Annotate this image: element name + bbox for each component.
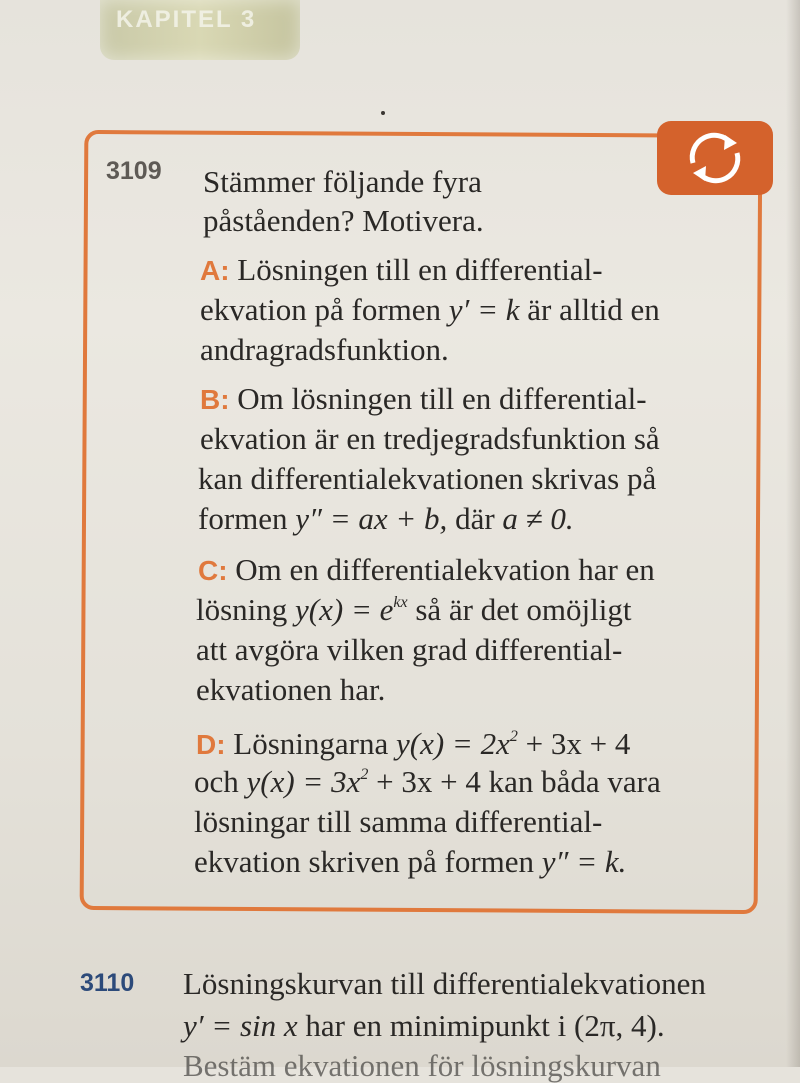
problem-number-3110: 3110 xyxy=(80,969,135,997)
exponent: 2 xyxy=(360,766,369,783)
problem-3110-line-2: y′ = sin x har en minimipunkt i (2π, 4). xyxy=(183,1008,665,1043)
problem-3110-line-3: Bestäm ekvationen för lösningskurvan xyxy=(183,1048,661,1083)
circular-arrows-icon xyxy=(679,129,751,187)
equation: y″ = k. xyxy=(541,844,627,879)
problem-number-3109: 3109 xyxy=(106,157,162,185)
statement-a-label: A: xyxy=(200,255,230,286)
equation: $y(x) = 3x^2$ xyxy=(246,764,369,799)
statement-c-line-1: C: Om en differentialekvation har en xyxy=(198,552,655,587)
statement-b-line-3: kan differentialekvationen skrivas på xyxy=(198,461,657,496)
statement-d-line-1: D: Lösningarna $y(x) = 2x^2 + 3x + 4$ xyxy=(196,726,631,761)
intro-line-1: Stämmer följande fyra xyxy=(203,164,482,199)
equation: y″ = ax + b, xyxy=(295,501,448,536)
intro-line-2: påståenden? Motivera. xyxy=(203,203,484,238)
chapter-tab-label: KAPITEL 3 xyxy=(116,6,257,33)
statement-b-line-2: ekvation är en tredjegradsfunktion så xyxy=(200,421,660,456)
statement-c-line-4: ekvationen har. xyxy=(196,672,386,707)
statement-a-line-1: A: Lösningen till en differential- xyxy=(200,252,603,287)
chapter-tab xyxy=(100,0,300,60)
repeat-badge xyxy=(657,121,773,195)
statement-a-line-3: andragradsfunktion. xyxy=(200,332,449,367)
statement-b-line-4: formen y″ = ax + b, där a ≠ 0. xyxy=(198,501,574,536)
page-edge-shadow xyxy=(786,0,800,1067)
equation: a ≠ 0. xyxy=(502,501,574,536)
problem-3110-line-1: Lösningskurvan till differentialekvationen xyxy=(183,966,706,1001)
statement-c-line-2: lösning $y(x) = e^{kx}$ så är det omöjligt xyxy=(196,592,632,627)
statement-d-line-3: lösningar till samma differential- xyxy=(194,804,603,839)
statement-c-line-3: att avgöra vilken grad differential- xyxy=(196,632,623,667)
statement-b-label: B: xyxy=(200,384,230,415)
equation: $y(x) = e^{kx}$ xyxy=(295,592,408,627)
statement-d-line-4: ekvation skriven på formen y″ = k. xyxy=(194,844,627,879)
statement-b-line-1: B: Om lösningen till en differential- xyxy=(200,381,647,416)
statement-d-label: D: xyxy=(196,729,226,760)
page-speck xyxy=(381,111,385,115)
equation: y′ = k xyxy=(448,292,520,327)
exponent: kx xyxy=(393,594,408,611)
statement-d-line-2: och $y(x) = 3x^2 + 3x + 4$ kan båda vara xyxy=(194,764,661,799)
equation: y′ = sin x xyxy=(183,1008,298,1043)
statement-a-line-2: ekvation på formen y′ = k är alltid en xyxy=(200,292,660,327)
statement-c-label: C: xyxy=(198,555,228,586)
equation: $y(x) = 2x^2$ xyxy=(396,726,518,761)
exponent: 2 xyxy=(509,728,518,745)
